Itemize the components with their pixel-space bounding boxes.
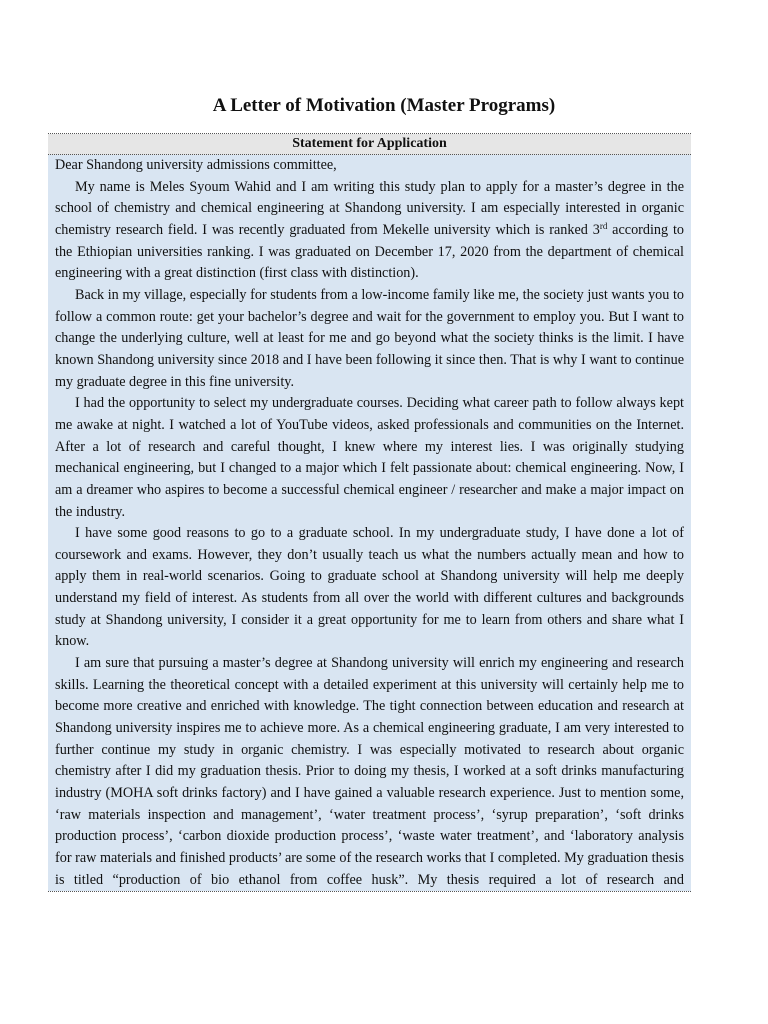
- table-header: Statement for Application: [48, 134, 691, 155]
- document-title: A Letter of Motivation (Master Programs): [212, 95, 556, 116]
- salutation: Dear Shandong university admissions committee,: [55, 157, 337, 173]
- paragraph-1-text-a: My name is Meles Syoum Wahid and I am writing this study plan to apply for a master’s degree in the school of chemistry and chemical engineering at Shandong university. I am especially interested in organic chemistry research field. I was recently graduated from Mekelle university which is ranked 3: [55, 178, 684, 238]
- paragraph-1-text-b: according to the Ethiopian universities ranking. I was graduated on December 17, 2020 from the department of chemical engineering with a great distinction (first class with distinction).: [55, 221, 684, 282]
- paragraph-4: I have some good reasons to go to a graduate school. In my undergraduate study, I have done a lot of coursework and exams. However, they don’t usually teach us what the numbers actually mean and how to apply them in real-world scenarios. Going to graduate school at Shandong university will help me deeply understand my field of interest. As students from all over the world with different cultures and backgrounds study at Shandong university, I consider it a great opportunity for me to learn from others and share what I know.: [55, 525, 684, 650]
- ordinal-suffix: rd: [599, 220, 608, 231]
- paragraph-3: I had the opportunity to select my undergraduate courses. Deciding what career path to follow always kept me awake at night. I watched a lot of YouTube videos, asked professionals and communities on the Internet. After a lot of research and careful thought, I knew where my interest lies. I was originally studying mechanical engineering, but I changed to a major which I felt passionate about: chemical engineering. Now, I am a dreamer who aspires to become a successful chemical engineer / researcher and make a major impact on the industry.: [55, 395, 684, 520]
- paragraph-2: Back in my village, especially for students from a low-income family like me, the society just wants you to follow a common route: get your bachelor’s degree and wait for the government to employ you. But I want to change the underlying culture, well at least for me and go beyond what the society thinks is the limit. I have known Shandong university since 2018 and I have been following it since then. That is why I want to continue my graduate degree in this fine university.: [55, 286, 684, 390]
- statement-table: [48, 133, 691, 892]
- paragraph-5: I am sure that pursuing a master’s degree at Shandong university will enrich my engineering and research skills. Learning the theoretical concept with a detailed experiment at this university will certainly help me to become more creative and enriched with knowledge. The tight connection between education and research at Shandong university inspires me to achieve more. As a chemical engineering graduate, I am very interested to further continue my study in organic chemistry. I was especially motivated to research about organic chemistry after I did my graduation thesis. Prior to doing my thesis, I worked at a soft drinks manufacturing industry (MOHA soft drinks factory) and I have gained a valuable research experience. Just to mention some, ‘raw materials inspection and management’, ‘water treatment process’, ‘syrup preparation’, ‘soft drinks production process’, ‘carbon dioxide production process’, ‘waste water treatment’, and ‘laboratory analysis for raw materials and finished products’ are some of the research works that I completed. My graduation thesis is titled “production of bio ethanol from coffee husk”. My thesis required a lot of research and: [55, 655, 684, 888]
- paragraph-1: [55, 177, 684, 285]
- table-body: [48, 155, 691, 891]
